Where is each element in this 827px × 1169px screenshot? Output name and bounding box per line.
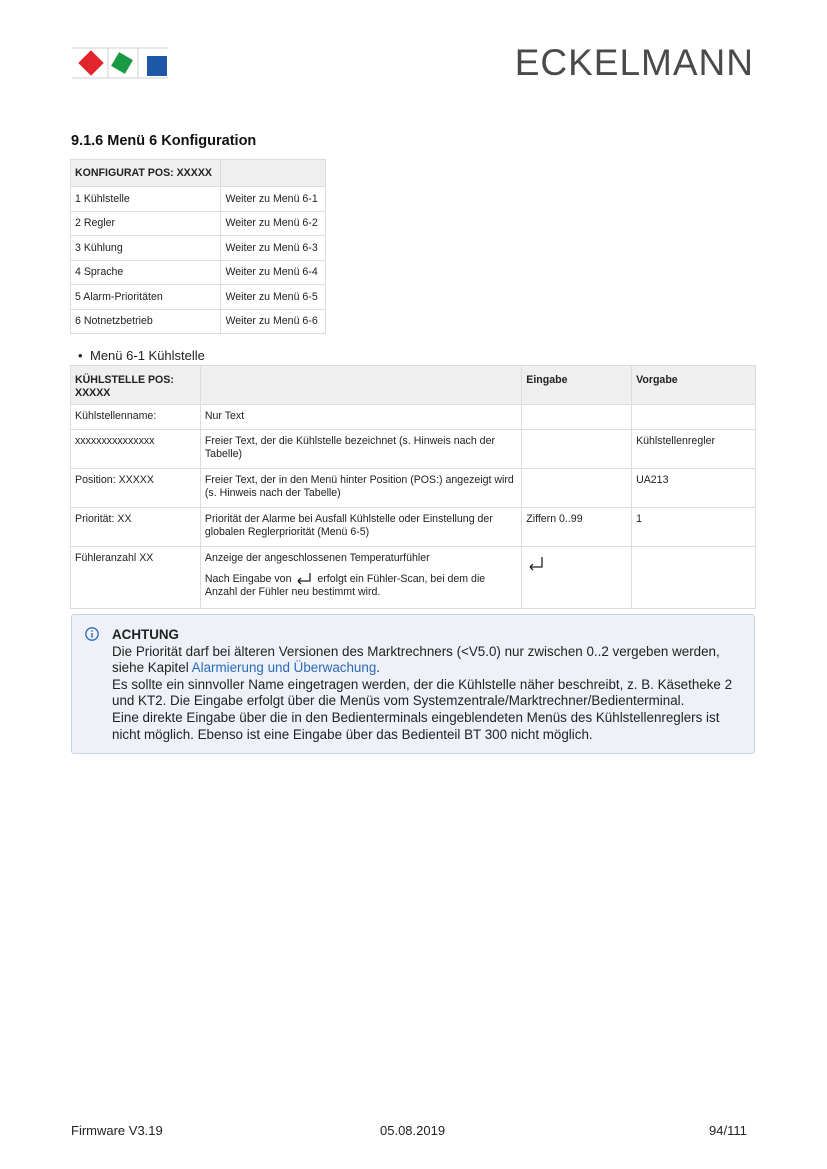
bullet-dot: •: [78, 348, 83, 363]
table-header-cell: [221, 160, 326, 187]
table-cell: 1: [632, 508, 756, 547]
footer-date: 05.08.2019: [380, 1123, 446, 1138]
table-row: [71, 236, 326, 261]
table-row: [71, 430, 756, 469]
table-header-row: [71, 366, 756, 405]
table-header-cell: Eingabe: [522, 366, 632, 405]
table-cell: UA213: [632, 469, 756, 508]
table-cell: Weiter zu Menü 6-5: [221, 285, 326, 310]
table-cell: Freier Text, der in den Menü hinter Position (POS:) angezeigt wird (s. Hinweis nach der Tabelle): [200, 469, 521, 508]
table-cell: Kühlstellenname:: [71, 405, 201, 430]
section-title: 9.1.6 Menü 6 Konfiguration: [71, 133, 257, 149]
table-cell: Weiter zu Menü 6-3: [221, 236, 326, 261]
cell-text: erfolgt ein Fühler-Scan, bei dem die Anzahl der Fühler neu bestimmt wird.: [204, 572, 486, 598]
table-row: [71, 187, 326, 212]
table-row: [71, 211, 326, 236]
table-cell: 6 Notnetzbetrieb: [71, 309, 221, 334]
enter-key-icon: [294, 572, 314, 586]
info-icon: [85, 627, 99, 641]
table-cell: Ziffern 0..99: [522, 508, 632, 547]
brand-wordmark: ECKELMANN: [514, 42, 754, 83]
table-header-cell: KÜHLSTELLE POS: XXXXX: [71, 366, 201, 405]
table-row: [71, 309, 326, 334]
table-cell: [632, 547, 756, 609]
table-row: [71, 260, 326, 285]
table-header-cell: KONFIGURAT POS: XXXXX: [71, 160, 221, 187]
table-cell: Weiter zu Menü 6-2: [221, 211, 326, 236]
note-paragraph: Eine direkte Eingabe über die in den Bedienterminals eingeblendeten Menüs des Kühlstellenreglers ist nicht möglich. Ebenso ist eine Eingabe über das Bedienteil BT 300 nicht möglich.: [112, 709, 720, 742]
table-cell: Weiter zu Menü 6-1: [221, 187, 326, 212]
green-diamond: [111, 52, 133, 74]
menu-table: [70, 159, 326, 334]
table-cell: [522, 405, 632, 430]
note-text: .: [376, 660, 381, 676]
table-cell: [522, 547, 632, 609]
detail-table: [70, 365, 756, 609]
table-cell: [522, 430, 632, 469]
table-cell: [522, 469, 632, 508]
table-cell: Position: XXXXX: [71, 469, 201, 508]
table-row: [71, 469, 756, 508]
table-row: [71, 547, 756, 609]
eckelmann-logo: [72, 46, 168, 80]
table-cell: 3 Kühlung: [71, 236, 221, 261]
bullet-text: Menü 6-1 Kühlstelle: [90, 348, 205, 363]
table-cell: Kühlstellenregler: [632, 430, 756, 469]
footer-page-number: 94/111: [709, 1123, 747, 1138]
table-cell: [200, 547, 521, 609]
table-row: [71, 508, 756, 547]
table-cell: xxxxxxxxxxxxxxx: [71, 430, 201, 469]
footer-firmware: Firmware V3.19: [71, 1123, 163, 1138]
table-header-row: [71, 160, 326, 187]
cell-line: Anzeige der angeschlossenen Temperaturfühler: [204, 552, 430, 564]
table-row: [71, 285, 326, 310]
cell-text: Nach Eingabe von: [204, 572, 292, 585]
note-paragraph: [112, 644, 740, 677]
enter-key-icon: [526, 556, 546, 572]
table-header-cell: Vorgabe: [632, 366, 756, 405]
table-cell: 1 Kühlstelle: [71, 187, 221, 212]
table-cell: Weiter zu Menü 6-4: [221, 260, 326, 285]
note-paragraph: Es sollte ein sinnvoller Name eingetragen werden, der die Kühlstelle näher beschreibt, z. B. Käsetheke 2 und KT2. Die Eingabe erfolgt über die Menüs vom Systemzentrale/Marktrechner/Bedienterminal.: [112, 676, 733, 709]
table-cell: Nur Text: [200, 405, 521, 430]
table-cell: 2 Regler: [71, 211, 221, 236]
table-cell: Freier Text, der die Kühlstelle bezeichnet (s. Hinweis nach der Tabelle): [200, 430, 521, 469]
bullet-item: [78, 348, 205, 363]
table-cell: [632, 405, 756, 430]
chapter-link[interactable]: Alarmierung und Überwachung: [191, 660, 377, 676]
red-diamond: [78, 50, 103, 75]
table-cell: 5 Alarm-Prioritäten: [71, 285, 221, 310]
table-cell: 4 Sprache: [71, 260, 221, 285]
note-title: ACHTUNG: [112, 627, 179, 642]
cell-line: [205, 572, 517, 599]
table-cell: Weiter zu Menü 6-6: [221, 309, 326, 334]
table-header-cell: [200, 366, 521, 405]
table-row: [71, 405, 756, 430]
table-cell: Priorität der Alarme bei Ausfall Kühlstelle oder Einstellung der globalen Reglerpriorität (Menü 6-5): [200, 508, 521, 547]
table-cell: Priorität: XX: [71, 508, 201, 547]
table-cell: Fühleranzahl XX: [71, 547, 201, 609]
blue-square: [147, 56, 167, 76]
warning-note: [71, 614, 755, 754]
note-text: Die Priorität darf bei älteren Versionen des Marktrechners (<V5.0) nur zwischen 0..2 vergeben werden, siehe Kapitel: [112, 643, 720, 676]
